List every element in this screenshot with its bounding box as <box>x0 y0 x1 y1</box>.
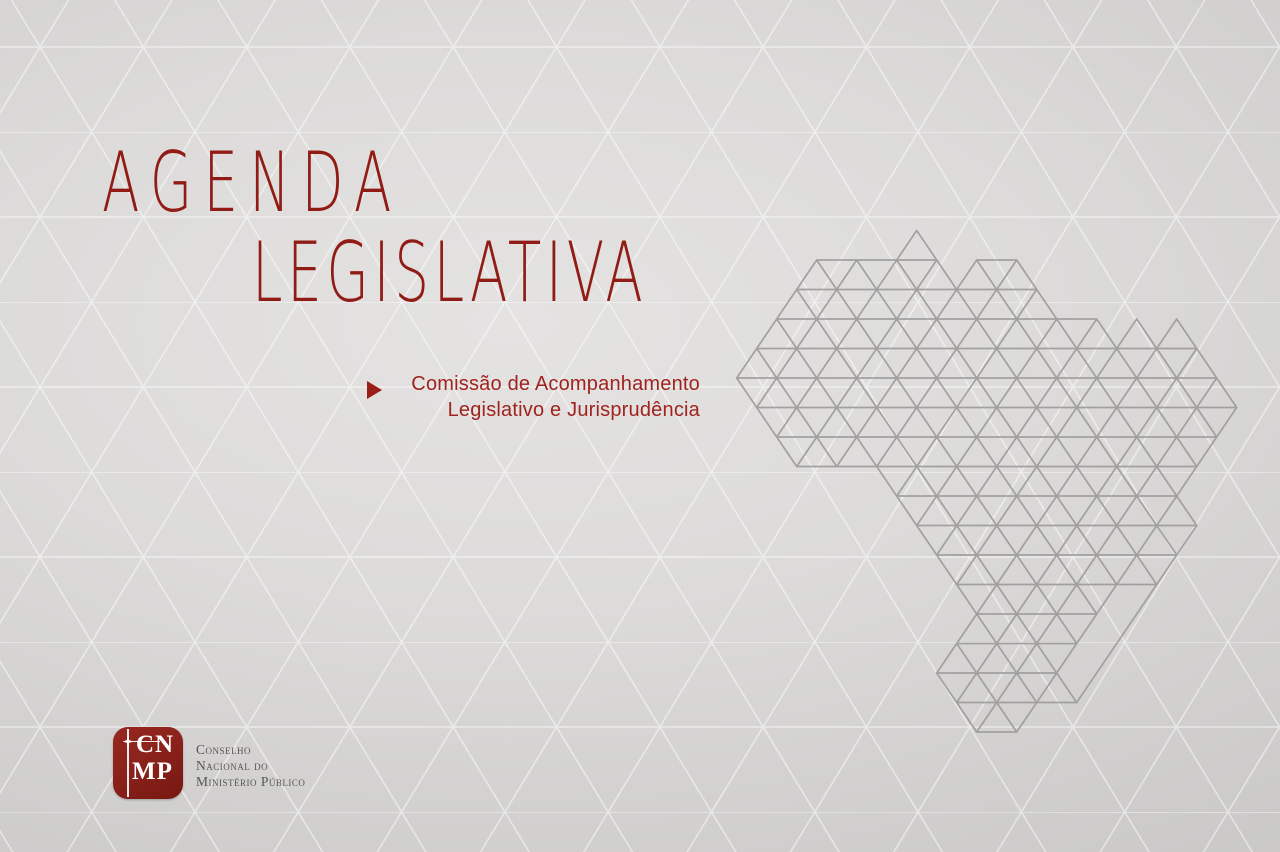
subtitle-line-2: Legislativo e Jurisprudência <box>447 399 700 421</box>
logo-star-icon <box>123 733 134 750</box>
logo-acronym-cn: CN <box>136 731 175 758</box>
logo-org-line-1: Conselho <box>196 742 252 757</box>
logo-org-line-2: Nacional do <box>196 758 269 773</box>
subtitle-line-1: Comissão de Acompanhamento <box>411 373 700 395</box>
page-title-line-1: AGENDA <box>102 134 403 231</box>
logo-org-line-3: Ministério Público <box>196 774 306 789</box>
cnmp-logo-badge <box>113 727 183 799</box>
page-title-line-2: LEGISLATIVA <box>252 224 648 321</box>
logo-acronym-mp: MP <box>132 758 173 785</box>
cnmp-logo <box>113 727 513 817</box>
subtitle <box>340 371 700 423</box>
logo-org-name <box>196 742 305 790</box>
